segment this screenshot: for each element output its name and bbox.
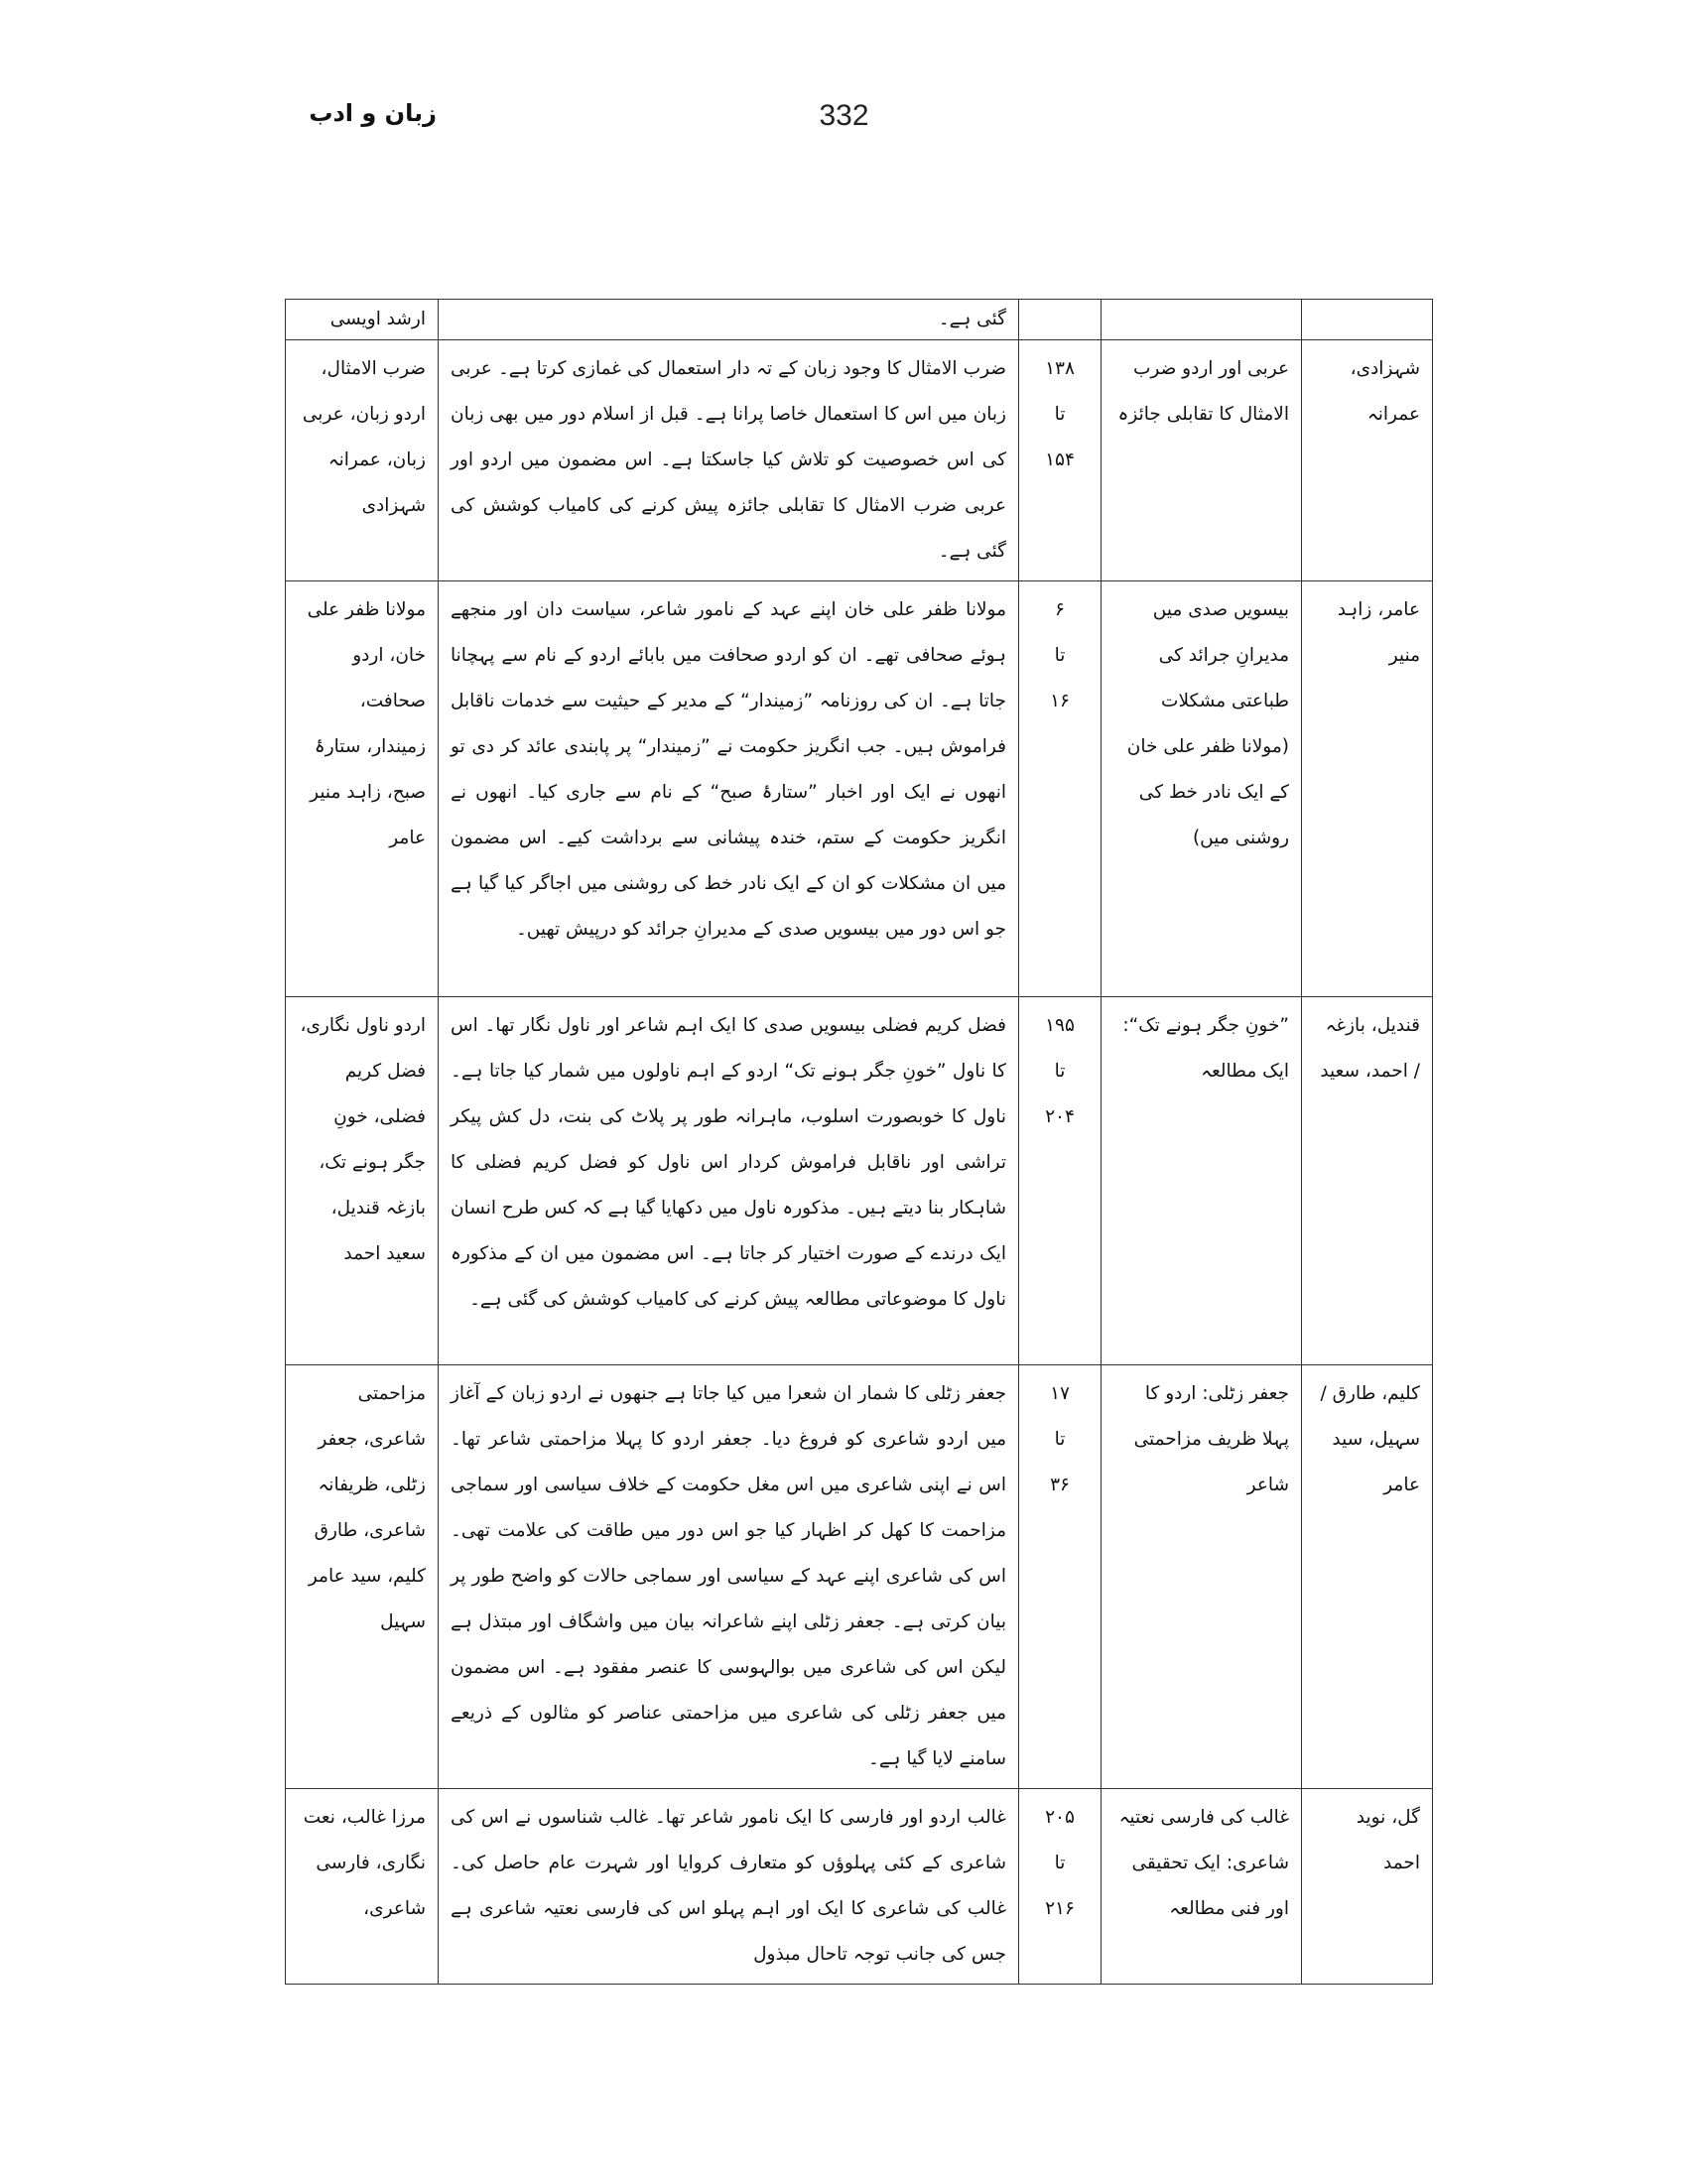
page-start: ۱۹۵: [1045, 1015, 1075, 1036]
table-row: [286, 1789, 1433, 1985]
authors-cell: شہزادی، عمرانہ: [1302, 340, 1433, 581]
page-end: ۲۰۴: [1045, 1106, 1075, 1127]
table-row: [286, 1365, 1433, 1789]
authors-cell: کلیم، طارق / سہیل، سید عامر: [1302, 1365, 1433, 1789]
page-number: 332: [819, 99, 869, 132]
page-range-separator: تا: [1054, 1061, 1066, 1082]
keywords-cell: مزاحمتی شاعری، جعفر زٹلی، ظریفانہ شاعری، طارق کلیم، سید عامر سہیل: [286, 1365, 439, 1789]
table-row: [286, 581, 1433, 997]
pages-cell: [1019, 581, 1102, 997]
page-start: ۱۳۸: [1045, 358, 1075, 379]
keywords-cell: مرزا غالب، نعت نگاری، فارسی شاعری،: [286, 1789, 439, 1985]
title-cell: بیسویں صدی میں مدیرانِ جرائد کی طباعتی مشکلات (مولانا ظفر علی خان کے ایک نادر خط کی روشنی میں): [1102, 581, 1302, 997]
pages-cell: [1019, 340, 1102, 581]
page-start: ۱۷: [1050, 1383, 1070, 1404]
page-range-separator: تا: [1054, 1853, 1066, 1873]
page-range-separator: تا: [1054, 1429, 1066, 1450]
authors-cell: قندیل، بازغہ / احمد، سعید: [1302, 997, 1433, 1365]
title-cell: [1102, 300, 1302, 340]
article-index-table: [285, 299, 1433, 1985]
title-cell: عربی اور اردو ضرب الامثال کا تقابلی جائزہ: [1102, 340, 1302, 581]
pages-cell: [1019, 300, 1102, 340]
pages-cell: [1019, 1365, 1102, 1789]
summary-cell: مولانا ظفر علی خان اپنے عہد کے نامور شاعر، سیاست دان اور منجھے ہوئے صحافی تھے۔ ان کو اردو صحافت میں بابائے اردو کے نام سے پہچانا جاتا ہے۔ ان کی روزنامہ ”زمیندار“ کے مدیر کے حیثیت سے خدمات ناقابل فراموش ہیں۔ جب انگریز حکومت نے ”زمیندار“ پر پابندی عائد کر دی تو انھوں نے ایک اور اخبار ”ستارۂ صبح“ کے نام سے جاری کیا۔ انھوں نے انگریز حکومت کے ستم، خندہ پیشانی سے برداشت کیے۔ اس مضمون میں ان مشکلات کو ان کے ایک نادر خط کی روشنی میں اجاگر کیا گیا ہے جو اس دور میں بیسویں صدی کے مدیرانِ جرائد کو درپیش تھیں۔: [439, 581, 1019, 997]
keywords-cell: اردو ناول نگاری، فضل کریم فضلی، خونِ جگر ہونے تک، بازغہ قندیل، سعید احمد: [286, 997, 439, 1365]
journal-title: زبان و ادب: [309, 99, 437, 127]
page-range-separator: تا: [1054, 645, 1066, 666]
pages-cell: [1019, 997, 1102, 1365]
title-cell: غالب کی فارسی نعتیہ شاعری: ایک تحقیقی اور فنی مطالعہ: [1102, 1789, 1302, 1985]
table-row: [286, 340, 1433, 581]
page-start: ۶: [1055, 599, 1065, 620]
table-row: [286, 997, 1433, 1365]
page-end: ۱۵۴: [1045, 450, 1075, 470]
page-end: ۱۶: [1050, 691, 1070, 711]
summary-cell: جعفر زٹلی کا شمار ان شعرا میں کیا جاتا ہے جنھوں نے اردو زبان کے آغاز میں اردو شاعری کو فروغ دیا۔ جعفر اردو کا پہلا مزاحمتی شاعر تھا۔ اس نے اپنی شاعری میں اس مغل حکومت کے خلاف سیاسی اور سماجی مزاحمت کا کھل کر اظہار کیا جو اس دور میں طاقت کی علامت تھی۔ اس کی شاعری اپنے عہد کے سیاسی اور سماجی حالات کو واضح طور پر بیان کرتی ہے۔ جعفر زٹلی اپنے شاعرانہ بیان میں واشگاف اور مبتذل ہے لیکن اس کی شاعری میں بوالہوسی کا عنصر مفقود ہے۔ اس مضمون میں جعفر زٹلی کی شاعری میں مزاحمتی عناصر کو مثالوں کے ذریعے سامنے لایا گیا ہے۔: [439, 1365, 1019, 1789]
summary-cell: غالب اردو اور فارسی کا ایک نامور شاعر تھا۔ غالب شناسوں نے اس کی شاعری کے کئی پہلوؤں کو متعارف کروایا اور شہرت عام حاصل کی۔ غالب کی شاعری کا ایک اور اہم پہلو اس کی فارسی نعتیہ شاعری ہے جس کی جانب توجہ تاحال مبذول: [439, 1789, 1019, 1985]
summary-cell: گئی ہے۔: [439, 300, 1019, 340]
title-cell: ”خونِ جگر ہونے تک“: ایک مطالعہ: [1102, 997, 1302, 1365]
authors-cell: گل، نوید احمد: [1302, 1789, 1433, 1985]
summary-cell: ضرب الامثال کا وجود زبان کے تہ دار استعمال کی غمازی کرتا ہے۔ عربی زبان میں اس کا استعمال خاصا پرانا ہے۔ قبل از اسلام دور میں بھی زبان کی اس خصوصیت کو تلاش کیا جاسکتا ہے۔ اس مضمون میں اردو اور عربی ضرب الامثال کا تقابلی جائزہ پیش کرنے کی کامیاب کوشش کی گئی ہے۔: [439, 340, 1019, 581]
authors-cell: [1302, 300, 1433, 340]
table-row: [286, 300, 1433, 340]
page-range-separator: تا: [1054, 404, 1066, 425]
keywords-cell: ضرب الامثال، اردو زبان، عربی زبان، عمرانہ شہزادی: [286, 340, 439, 581]
pages-cell: [1019, 1789, 1102, 1985]
title-cell: جعفر زٹلی: اردو کا پہلا ظریف مزاحمتی شاعر: [1102, 1365, 1302, 1789]
page-end: ۳۶: [1050, 1475, 1070, 1495]
summary-cell: فضل کریم فضلی بیسویں صدی کا ایک اہم شاعر اور ناول نگار تھا۔ اس کا ناول ”خونِ جگر ہونے تک“ اردو کے اہم ناولوں میں شمار کیا جاتا ہے۔ ناول کا خوبصورت اسلوب، ماہرانہ طور پر پلاٹ کی بنت، دل کش پیکر تراشی اور ناقابل فراموش کردار اس ناول کو فضل کریم فضلی کا شاہکار بنا دیتے ہیں۔ مذکورہ ناول میں دکھایا گیا ہے کہ کس طرح انسان ایک درندے کے صورت اختیار کر جاتا ہے۔ اس مضمون میں ان کے مذکورہ ناول کا موضوعاتی مطالعہ پیش کرنے کی کامیاب کوشش کی گئی ہے۔: [439, 997, 1019, 1365]
authors-cell: عامر، زاہد منیر: [1302, 581, 1433, 997]
keywords-cell: مولانا ظفر علی خان، اردو صحافت، زمیندار، ستارۂ صبح، زاہد منیر عامر: [286, 581, 439, 997]
keywords-cell: ارشد اویسی: [286, 300, 439, 340]
page-end: ۲۱۶: [1045, 1898, 1075, 1919]
page-start: ۲۰۵: [1045, 1807, 1075, 1828]
